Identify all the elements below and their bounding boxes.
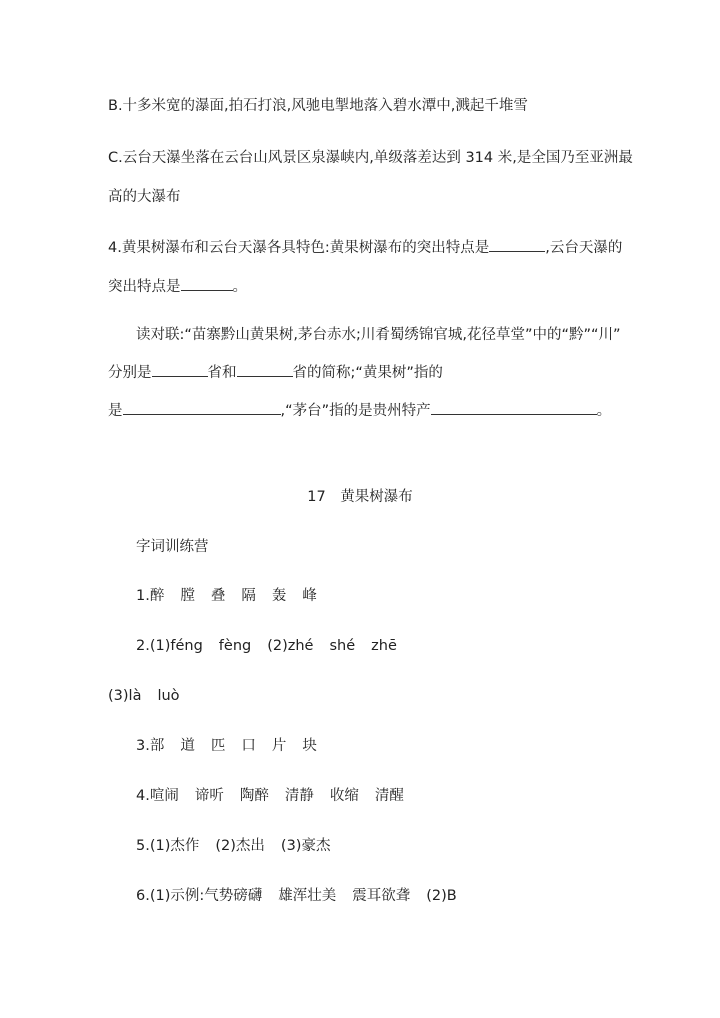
- answer-token: zhē: [371, 638, 397, 654]
- answer-token: 6.(1)示例:气势磅礴: [136, 888, 263, 904]
- answer-token: 雄浑壮美: [278, 888, 337, 904]
- answer-token: 匹: [210, 738, 226, 754]
- answer-token: 3.部: [136, 738, 165, 754]
- couplet-line3: [108, 400, 611, 421]
- answer-blank[interactable]: [237, 362, 293, 377]
- answer-blank[interactable]: [489, 237, 545, 252]
- answer-item-2: [136, 636, 397, 656]
- answer-token: 陶醉: [239, 788, 269, 804]
- question-4-line1: [108, 237, 622, 258]
- couplet-text-c: 省的简称;“黄果树”指的: [292, 365, 443, 381]
- answer-item-1: [136, 586, 317, 606]
- answer-token: (2)杰出: [215, 838, 265, 854]
- answer-token: (2)zhé: [267, 638, 314, 654]
- option-c-text-line2: 高的大瀑布: [108, 189, 181, 205]
- answer-item-3: [136, 736, 317, 756]
- answer-token: 5.(1)杰作: [136, 838, 200, 854]
- answer-token: (2)B: [426, 888, 457, 904]
- answer-token: 片: [271, 738, 287, 754]
- answer-token: 块: [302, 738, 317, 754]
- answer-token: 轰: [271, 588, 287, 604]
- answer-token: 震耳欲聋: [352, 888, 411, 904]
- answer-token: fèng: [218, 638, 252, 654]
- answer-token: 谛听: [194, 788, 224, 804]
- section-subtitle: 字词训练营: [136, 539, 209, 555]
- answer-blank[interactable]: [152, 362, 208, 377]
- answer-blank[interactable]: [181, 276, 233, 291]
- option-c-text-line1: C.云台天瀑坐落在云台山风景区泉瀑峡内,单级落差达到 314 米,是全国乃至亚洲最: [108, 150, 633, 166]
- couplet-text-b: 省和: [207, 365, 237, 381]
- answer-token: 峰: [302, 588, 317, 604]
- answer-item-6: [136, 886, 457, 906]
- answer-blank[interactable]: [431, 400, 597, 415]
- couplet-line2: [108, 362, 443, 383]
- couplet-line1: 读对联:“苗寨黔山黄果树,茅台赤水;川肴蜀绣锦官城,花径草堂”中的“黔”“川”: [136, 327, 621, 343]
- question-4-text-c: 突出特点是: [108, 279, 181, 295]
- answer-token: 叠: [210, 588, 226, 604]
- answer-token: 2.(1)féng: [136, 638, 203, 654]
- section-title: 17 黄果树瀑布: [307, 489, 413, 505]
- option-b-text: B.十多米宽的瀑面,拍石打浪,风驰电掣地落入碧水潭中,溅起千堆雪: [108, 98, 528, 114]
- answer-token: (3)豪杰: [280, 838, 331, 854]
- question-4-text-a: 4.黄果树瀑布和云台天瀑各具特色:黄果树瀑布的突出特点是: [108, 240, 490, 256]
- answer-item-4: [136, 786, 404, 806]
- couplet-text-f: 。: [596, 403, 612, 419]
- answer-blank[interactable]: [123, 400, 281, 415]
- answer-token: luò: [157, 688, 180, 704]
- question-4-line2: [108, 276, 247, 297]
- answer-token: 道: [180, 738, 195, 754]
- answer-token: 4.喧闹: [136, 788, 179, 804]
- couplet-text-e: ,“茅台”指的是贵州特产: [280, 403, 431, 419]
- answer-token: 清醒: [374, 788, 404, 804]
- answer-token: 隔: [241, 588, 256, 604]
- answer-token: 清静: [284, 788, 314, 804]
- couplet-text-a: 分别是: [108, 365, 152, 381]
- question-4-text-d: 。: [232, 279, 247, 295]
- answer-token: 膛: [180, 588, 195, 604]
- answer-item-2-continued: [108, 686, 180, 706]
- answer-token: 口: [241, 738, 256, 754]
- question-4-text-b: ,云台天瀑的: [545, 240, 623, 256]
- answer-token: shé: [329, 638, 356, 654]
- answer-item-5: [136, 836, 330, 856]
- answer-token: 收缩: [329, 788, 359, 804]
- couplet-text-d: 是: [108, 403, 123, 419]
- answer-token: (3)là: [108, 688, 142, 704]
- answer-token: 1.醉: [136, 588, 165, 604]
